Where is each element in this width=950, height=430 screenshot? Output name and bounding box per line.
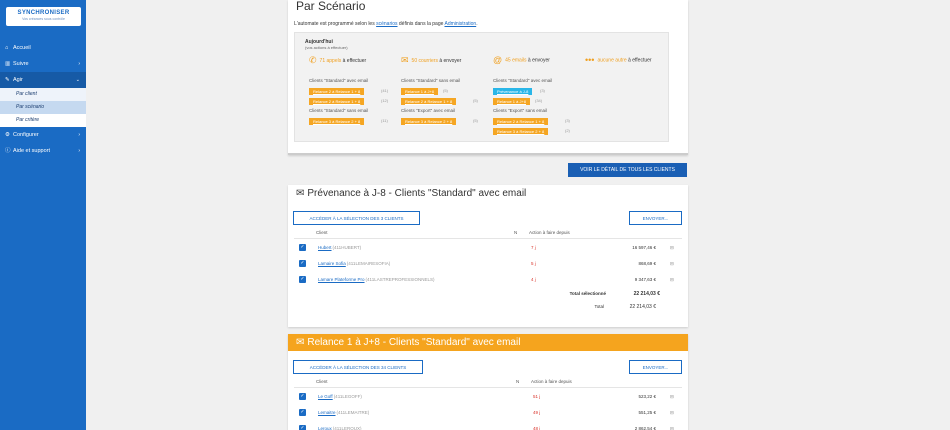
- scenario-tag[interactable]: Relance 3 à Relance 2 + 8: [309, 118, 364, 125]
- sidebar-subitem-par-client[interactable]: Par client: [0, 88, 86, 101]
- row-checkbox[interactable]: ✓: [300, 244, 305, 250]
- detail-icon[interactable]: ⊟: [670, 394, 674, 399]
- sidebar-item-configurer[interactable]: ⚙ Configurer ›: [0, 127, 86, 143]
- gear-icon: ⚙: [5, 132, 10, 138]
- scenarios-link[interactable]: scénarios: [376, 21, 398, 27]
- client-link[interactable]: Lamare Plateforme Pro(411LASTREPROFESSIONNELS): [318, 277, 435, 282]
- chevron-right-icon: ›: [78, 148, 80, 154]
- scenario-tag[interactable]: Prévenance à J-8: [493, 88, 532, 95]
- tag-count: (12): [381, 98, 389, 103]
- stat-other[interactable]: ••• aucune autre à effectuer: [585, 55, 652, 65]
- amount-value: 523,22 €: [638, 394, 656, 399]
- home-icon: ⌂: [5, 45, 9, 51]
- group-label: Clients "Export" sans email: [493, 108, 547, 113]
- row-checkbox[interactable]: ✓: [300, 393, 305, 399]
- days-value: 51 j: [533, 394, 541, 399]
- client-link[interactable]: Leroux(411LEROUX): [318, 426, 362, 430]
- scenario-tag[interactable]: Relance 1 à J+8: [493, 98, 530, 105]
- col-action: Action à faire depuis: [531, 379, 572, 384]
- total-value: 22 214,03 €: [629, 304, 656, 310]
- detail-icon[interactable]: ⊟: [670, 410, 674, 415]
- sidebar-nav: [0, 40, 86, 159]
- col-n: N: [516, 379, 520, 384]
- group-label: Clients "Standard" avec email: [309, 78, 369, 83]
- row-checkbox[interactable]: ✓: [300, 260, 305, 266]
- envelope-icon: ✉: [296, 337, 305, 348]
- stat-letters[interactable]: ✉ 50 courriers à envoyer: [401, 55, 462, 65]
- amount-value: 2 862,54 €: [634, 426, 656, 430]
- stat-emails[interactable]: @ 45 emails à envoyer: [493, 55, 550, 65]
- group-label: Clients "Standard" sans email: [309, 108, 369, 113]
- tag-count: (5): [473, 118, 478, 123]
- chevron-right-icon: ›: [78, 61, 80, 67]
- section-title: ✉ Prévenance à J-8 - Clients "Standard" avec email: [296, 188, 527, 199]
- sidebar-subitem-par-scenario[interactable]: Par scénario: [0, 101, 86, 114]
- brand-name: SYNCHRONISER: [17, 10, 70, 16]
- scenario-tag[interactable]: Relance 3 à Relance 2 + 8: [401, 118, 456, 125]
- days-value: 49 j: [533, 410, 541, 415]
- total-label: Total: [594, 304, 604, 309]
- days-value: 5 j: [531, 261, 536, 266]
- send-button[interactable]: ENVOYER...: [629, 211, 682, 225]
- section-relance-1: [288, 334, 688, 430]
- info-icon: ⓘ: [5, 148, 11, 154]
- client-link[interactable]: Le Goff(411LEGOFF): [318, 394, 362, 399]
- col-n: N: [514, 230, 518, 235]
- access-selection-button[interactable]: ACCÉDER À LA SÉLECTION DES 3 CLIENTS: [293, 211, 420, 225]
- view-all-clients-button[interactable]: VOIR LE DÉTAIL DE TOUS LES CLIENTS: [568, 163, 687, 177]
- scenario-tag[interactable]: Relance 2 à Relance 1 + 8: [401, 98, 456, 105]
- tag-count: (3): [565, 118, 570, 123]
- envelope-icon: ✉: [296, 188, 305, 199]
- sidebar-subitem-par-critere[interactable]: Par critère: [0, 114, 86, 127]
- col-action: Action à faire depuis: [529, 230, 570, 235]
- dots-icon: •••: [585, 55, 595, 65]
- administration-link[interactable]: Administration: [444, 21, 477, 27]
- client-link[interactable]: Lamaire Sofia(411LEMAIRESOFIA): [318, 261, 391, 266]
- divider: [294, 238, 682, 239]
- group-label: Clients "Standard" avec email: [493, 78, 553, 83]
- at-icon: @: [493, 55, 503, 65]
- sidebar-item-accueil[interactable]: ⌂ Accueil: [0, 40, 86, 56]
- brand-tagline: Vos créances sous contrôle: [22, 17, 65, 21]
- tag-count: (5): [473, 98, 478, 103]
- today-subtitle: (vos actions à effectuer): [305, 45, 348, 50]
- scenario-panel: [288, 0, 688, 155]
- days-value: 48 j: [533, 426, 541, 430]
- scenario-tag[interactable]: Relance 2 à Relance 1 + 8: [493, 118, 548, 125]
- col-client: Client: [316, 230, 328, 235]
- access-selection-button[interactable]: ACCÉDER À LA SÉLECTION DES 34 CLIENTS: [293, 360, 423, 374]
- total-selected-value: 22 214,03 €: [633, 291, 660, 297]
- days-value: 7 j: [531, 245, 536, 250]
- sidebar-item-aide[interactable]: ⓘ Aide et support ›: [0, 143, 86, 159]
- detail-icon[interactable]: ⊟: [670, 245, 674, 250]
- stat-calls[interactable]: ✆ 71 appels à effectuer: [309, 55, 367, 65]
- send-button[interactable]: ENVOYER...: [629, 360, 682, 374]
- amount-value: 551,25 €: [638, 410, 656, 415]
- tag-count: (3): [540, 88, 545, 93]
- today-title: Aujourd'hui: [305, 39, 333, 45]
- tag-count: (11): [381, 118, 388, 123]
- detail-icon[interactable]: ⊟: [670, 277, 674, 282]
- tag-count: (5): [443, 88, 448, 93]
- row-checkbox[interactable]: ✓: [300, 425, 305, 430]
- tag-count: (2): [565, 128, 570, 133]
- scenario-description: L'automate est programmé selon les scénarios définis dans la page Administration.: [294, 21, 478, 27]
- phone-icon: ✆: [309, 55, 317, 65]
- client-link[interactable]: Lemaitre(411LEMAITRE): [318, 410, 370, 415]
- tag-count: (34): [535, 98, 543, 103]
- client-link[interactable]: Hubert(411HUBERT): [318, 245, 362, 250]
- row-checkbox[interactable]: ✓: [300, 276, 305, 282]
- divider: [294, 387, 682, 388]
- envelope-icon: ✉: [401, 55, 409, 65]
- scenario-tag[interactable]: Relance 1 à J+8: [401, 88, 438, 95]
- sidebar: [0, 0, 86, 430]
- group-label: Clients "Export" avec email: [401, 108, 455, 113]
- total-selected-label: Total sélectionné: [569, 291, 606, 296]
- scenario-tag[interactable]: Relance 2 à Relance 1 + 8: [309, 98, 364, 105]
- section-title: ✉ Relance 1 à J+8 - Clients "Standard" avec email: [288, 334, 688, 351]
- group-label: Clients "Standard" sans email: [401, 78, 461, 83]
- days-value: 4 j: [531, 277, 536, 282]
- amount-value: 868,69 €: [638, 261, 656, 266]
- sidebar-item-suivre[interactable]: ▥ Suivre ›: [0, 56, 86, 72]
- brand-logo[interactable]: [6, 7, 81, 26]
- scenario-tag[interactable]: Relance 2 à Relance 1 + 8: [309, 88, 364, 95]
- row-checkbox[interactable]: ✓: [300, 409, 305, 415]
- page-title: Par Scénario: [296, 0, 366, 13]
- chevron-down-icon: ⌄: [75, 77, 80, 83]
- col-client: Client: [316, 379, 328, 384]
- detail-icon[interactable]: ⊟: [670, 426, 674, 430]
- tag-count: (41): [381, 88, 389, 93]
- edit-icon: ✎: [5, 77, 10, 83]
- scenario-tag[interactable]: Relance 3 à Relance 2 + 8: [493, 128, 548, 135]
- amount-value: 16 597,46 €: [632, 245, 656, 250]
- chart-icon: ▥: [5, 61, 11, 67]
- today-box: [294, 32, 669, 142]
- detail-icon[interactable]: ⊟: [670, 261, 674, 266]
- chevron-right-icon: ›: [78, 132, 80, 138]
- amount-value: 9 347,63 €: [634, 277, 656, 282]
- section-prevenance: [288, 185, 688, 327]
- sidebar-item-agir[interactable]: ✎ Agir ⌄: [0, 72, 86, 88]
